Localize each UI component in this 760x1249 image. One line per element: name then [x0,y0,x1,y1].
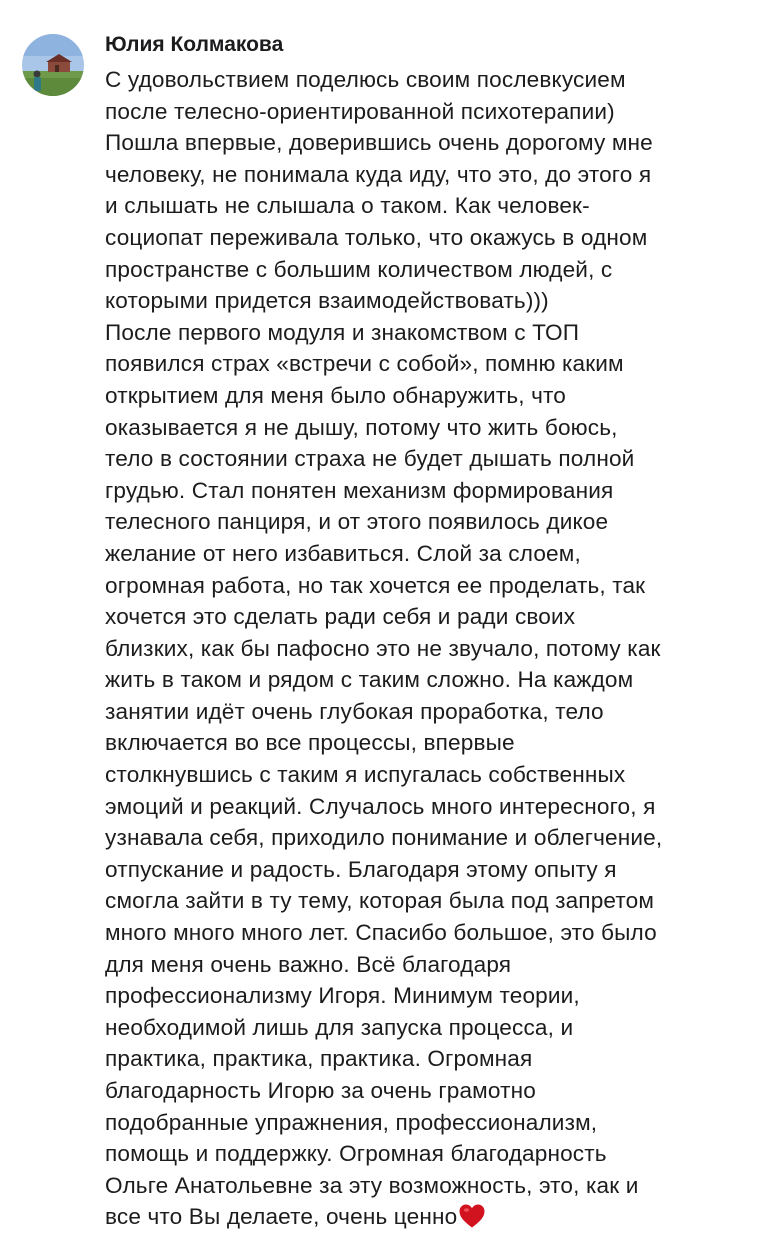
comment [22,32,748,1233]
comment-line: эмоций и реакций. Случалось много интересного, я [105,793,656,819]
comment-line: включается во все процессы, впервые [105,730,515,756]
comment-content [105,32,748,1233]
comment-line: столкнувшись с таким я испугалась собственных [105,762,626,788]
comment-line: телесного панциря, и от этого появилось дикое [105,509,609,535]
comment-line: профессионализму Игоря. Минимум теории, [105,983,580,1009]
red-heart-icon [458,1203,486,1229]
comment-line: смогла зайти в ту тему, которая была под запретом [105,888,655,914]
comment-text [105,64,748,1233]
comment-line: благодарность Игорю за очень грамотно [105,1078,536,1103]
comment-line: практика, практика, практика. Огромная [105,1046,533,1072]
avatar[interactable] [22,34,84,96]
comment-line: тело в состоянии страха не будет дышать полной [105,446,635,472]
comment-line: человеку, не понимала куда иду, что это, до этого я [105,161,652,187]
comment-line: занятии идёт очень глубокая проработка, тело [105,698,604,724]
comment-line: необходимой лишь для запуска процесса, и [105,1014,574,1040]
comment-line: подобранные упражнения, профессионализм, [105,1109,598,1135]
comment-line: открытием для меня было обнаружить, что [105,382,566,408]
comment-line: близких, как бы пафосно это не звучало, потому как [105,635,661,661]
comment-line: жить в таком и рядом с таким сложно. На каждом [105,667,634,693]
comment-line: желание от него избавиться. Слой за слоем, [105,540,581,566]
comment-line: оказывается я не дышу, потому что жить боюсь, [105,414,618,440]
comment-line: для меня очень важно. Всё благодаря [105,951,512,977]
author-name[interactable]: Юлия Колмакова [105,33,284,56]
comment-line: и слышать не слышала о таком. Как человек- [105,193,590,219]
comment-line: С удовольствием поделюсь своим послевкусием [105,67,626,92]
comment-line: все что Вы делаете, очень ценно [105,1204,458,1230]
avatar-photo-landscape-icon [22,34,84,96]
comment-line: пространстве с большим количеством людей, с [105,256,613,282]
comment-line: После первого модуля и знакомством с ТОП [105,319,580,345]
comment-line: отпускание и радость. Благодаря этому опыту я [105,856,617,882]
comment-line: хочется это сделать ради себя и ради своих [105,604,576,630]
comment-last-line [105,1201,748,1233]
comment-line: социопат переживала только, что окажусь в одном [105,224,648,250]
comment-line: появился страх «встречи с собой», помню каким [105,351,624,377]
comment-line: Ольге Анатольевне за эту возможность, это, как и [105,1172,639,1198]
comment-line: которыми придется взаимодействовать))) [105,288,549,314]
comment-line: помощь и поддержку. Огромная благодарность [105,1141,607,1167]
comment-line: узнавала себя, приходило понимание и облегчение, [105,825,663,851]
comment-line: после телесно-ориентированной психотерапии) [105,98,615,124]
comment-line: грудью. Стал понятен механизм формирования [105,477,614,503]
comment-line: много много много лет. Спасибо большое, это было [105,920,657,946]
comment-line: Пошла впервые, доверившись очень дорогому мне [105,130,653,156]
comment-line: огромная работа, но так хочется ее проделать, так [105,572,646,598]
